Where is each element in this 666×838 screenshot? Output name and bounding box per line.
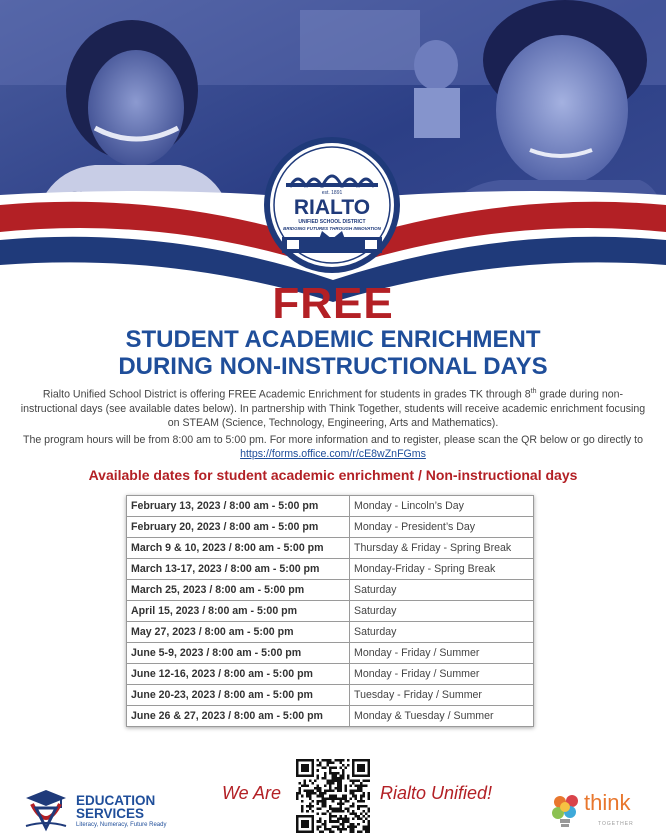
headline-line-2: DURING NON-INSTRUCTIONAL DAYS [118,353,548,380]
schedule-day: Thursday & Friday - Spring Break [350,538,534,559]
together-word: TOGETHER [598,821,634,827]
schedule-row [127,538,534,559]
schedule-day: Saturday [350,622,534,643]
schedule-date: June 20-23, 2023 / 8:00 am - 5:00 pm [127,685,350,706]
schedule-date: February 13, 2023 / 8:00 am - 5:00 pm [127,496,350,517]
edu-line-2: SERVICES [76,806,145,821]
schedule-date: May 27, 2023 / 8:00 am - 5:00 pm [127,622,350,643]
program-hours-text: The program hours will be from 8:00 am to 5:00 pm. For more information and to register, please scan the QR below or go directly to [22,434,644,446]
think-together-logo [550,792,650,832]
schedule-date: February 20, 2023 / 8:00 am - 5:00 pm [127,517,350,538]
edu-title [76,794,155,820]
schedule-day: Monday-Friday - Spring Break [350,559,534,580]
headline-line-1: STUDENT ACADEMIC ENRICHMENT [125,326,541,353]
schedule-date: March 13-17, 2023 / 8:00 am - 5:00 pm [127,559,350,580]
intro-sup: th [530,388,537,395]
we-are-text: We Are [222,783,282,803]
logo-name: RIALTO [293,196,371,219]
education-services-logo [22,786,212,830]
schedule-day: Monday - Lincoln’s Day [350,496,534,517]
edu-tagline: Literacy, Numeracy, Future Ready [76,822,167,828]
dates-subheading: Available dates for student academic enrichment / Non-instructional days [88,467,578,483]
intro-paragraph [20,385,646,430]
schedule-date: March 25, 2023 / 8:00 am - 5:00 pm [127,580,350,601]
schedule-row [127,706,534,727]
schedule-day: Monday - President’s Day [350,517,534,538]
rialto-unified-text: Rialto Unified! [380,783,493,803]
logo-est: est. 1891 [321,190,343,196]
schedule-row [127,559,534,580]
schedule-row [127,622,534,643]
schedule-table [126,495,534,727]
lightbulb-icon [550,792,584,832]
schedule-row [127,664,534,685]
free-heading: FREE [272,279,394,328]
schedule-date: June 26 & 27, 2023 / 8:00 am - 5:00 pm [127,706,350,727]
edu-line-1: EDUCATION [76,793,156,808]
intro-text-a: Rialto Unified School District is offering FREE Academic Enrichment for students in grades TK through 8 [42,388,531,401]
program-hours-paragraph [20,433,646,461]
schedule-day: Tuesday - Friday / Summer [350,685,534,706]
graduation-cap-icon [22,786,72,832]
registration-qr-code[interactable] [296,759,370,833]
schedule-row [127,685,534,706]
schedule-day: Saturday [350,601,534,622]
qr-code-graphic [296,759,370,833]
schedule-day: Monday & Tuesday / Summer [350,706,534,727]
logo-district: UNIFIED SCHOOL DISTRICT [298,219,366,225]
schedule-row [127,601,534,622]
schedule-date: June 12-16, 2023 / 8:00 am - 5:00 pm [127,664,350,685]
schedule-day: Monday - Friday / Summer [350,643,534,664]
schedule-body [127,496,534,727]
intro-text-b: grade during non-instructional days (see available dates below). In partnership with Think Together, students will receive academic enrichment focusing on STEAM (Science, Technology, Engineering, Arts and Mathematics). [20,388,646,429]
schedule-day: Monday - Friday / Summer [350,664,534,685]
logo-tagline: BRIDGING FUTURES THROUGH INNOVATION [283,226,381,231]
think-word: think [584,790,631,815]
schedule-row [127,580,534,601]
schedule-row [127,643,534,664]
schedule-date: March 9 & 10, 2023 / 8:00 am - 5:00 pm [127,538,350,559]
registration-link[interactable]: https://forms.office.com/r/cE8wZnFGms [240,448,426,460]
schedule-date: June 5-9, 2023 / 8:00 am - 5:00 pm [127,643,350,664]
rialto-logo [262,135,402,275]
schedule-day: Saturday [350,580,534,601]
schedule-row [127,517,534,538]
schedule-row [127,496,534,517]
schedule-date: April 15, 2023 / 8:00 am - 5:00 pm [127,601,350,622]
